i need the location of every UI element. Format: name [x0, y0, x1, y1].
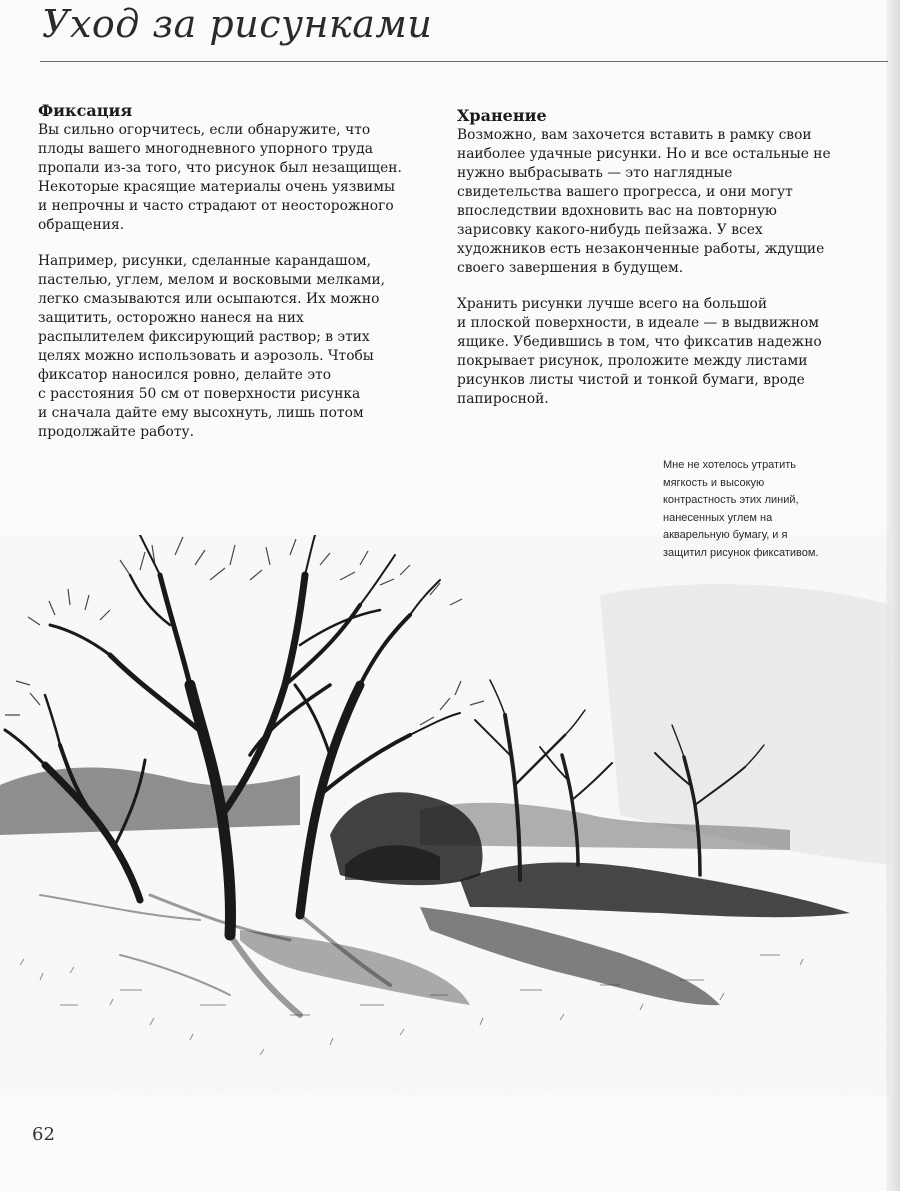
- storage-paragraph-2: Хранить рисунки лучше всего на большой и плоской поверхности, в идеале — в выдвижном ящике. Убедившись в том, что фиксатив надежно покрывает рисунок, проложите между листами рисунков листы чистой и тонкой бумаги, вроде папиросной.: [457, 296, 822, 407]
- title-divider: [40, 61, 888, 62]
- illustration-caption: Мне не хотелось утратить мягкость и высокую контрастность этих линий, нанесенных углем на акварельную бумагу, и я защитил рисунок фиксативом.: [663, 459, 819, 559]
- storage-paragraph-1: Возможно, вам захочется вставить в рамку свои наиболее удачные рисунки. Но и все остальные не нужно выбрасывать — это наглядные свидетельства вашего прогресса, и они могут впоследствии вдохновить вас на повторную зарисовку какого-нибудь пейзажа. У всех художников есть незаконченные работы, ждущие своего завершения в будущем.: [457, 127, 831, 276]
- charcoal-landscape-drawing: [0, 535, 890, 1115]
- section-heading-fixation: Фиксация: [38, 101, 133, 120]
- page-title: Уход за рисунками: [42, 2, 433, 46]
- section-heading-storage: Хранение: [457, 106, 547, 125]
- page-number: 62: [32, 1124, 55, 1145]
- fixation-paragraph-1: Вы сильно огорчитесь, если обнаружите, что плоды вашего многодневного упорного труда пропали из-за того, что рисунок был незащищен. Некоторые красящие материалы очень уязвимы и непрочны и часто страдают от неосторожного обращения.: [38, 122, 402, 233]
- fixation-paragraph-2: Например, рисунки, сделанные карандашом, пастелью, углем, мелом и восковыми мелками, легко смазываются или осыпаются. Их можно защитить, осторожно нанеся на них распылителем фиксирующий раствор; в этих целях можно использовать и аэрозоль. Чтобы фиксатор наносился ровно, делайте это с расстояния 50 см от поверхности рисунка и сначала дайте ему высохнуть, лишь потом продолжайте работу.: [38, 253, 386, 440]
- section-storage: [457, 106, 857, 426]
- section-fixation: [38, 101, 428, 459]
